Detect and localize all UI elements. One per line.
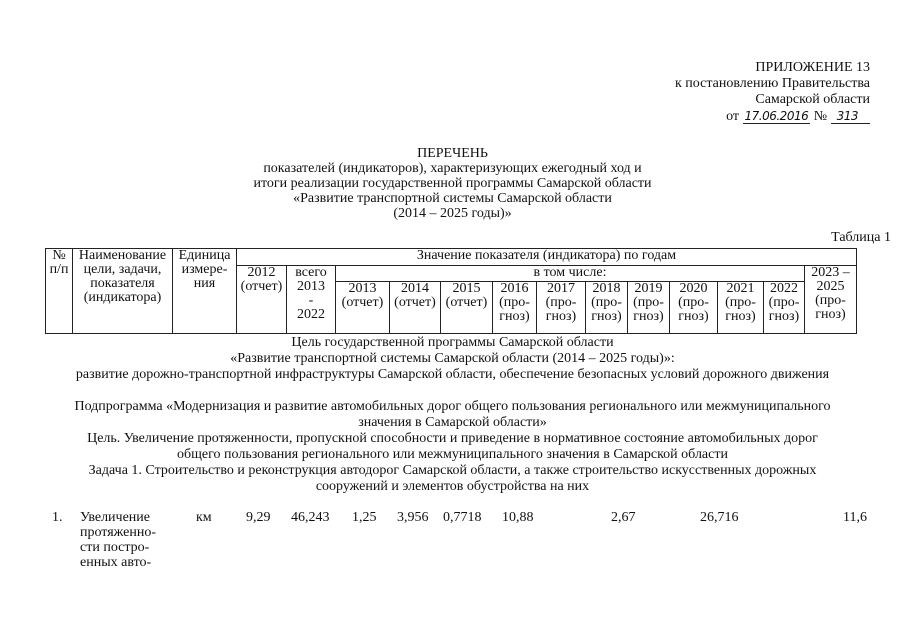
header-text: (про- <box>545 295 577 310</box>
header-text: гноз) <box>591 309 622 324</box>
goal-line: «Развитие транспортной системы Самарской области (2014 – 2025 годы)»: <box>230 351 675 366</box>
subprogram-line: значения в Самарской области» <box>358 415 547 430</box>
row-2015: 0,7718 <box>443 510 482 525</box>
title-line: (2014 – 2025 годы)» <box>393 206 512 221</box>
header-text: показателя <box>90 276 155 291</box>
appendix-line: к постановлению Правительства <box>674 76 870 91</box>
header-text: (отчет) <box>445 295 488 310</box>
sub-goal-line: общего пользования регионального или межмуниципального значения в Самарской области <box>177 447 728 462</box>
header-text: п/п <box>49 262 69 277</box>
header-text: Наименование <box>78 248 167 263</box>
row-total: 46,243 <box>291 510 330 525</box>
header-text: Единица <box>178 248 231 263</box>
handwritten-date: 17.06.2016 <box>744 109 809 123</box>
header-text: 2017 <box>547 281 575 296</box>
header-text: гноз) <box>545 309 577 324</box>
title-line: показателей (индикаторов), характеризующих ежегодный ход и <box>263 161 642 176</box>
header-text: 2021 <box>726 281 755 296</box>
row-name-line: протяженно- <box>80 525 157 540</box>
row-2018: 2,67 <box>611 510 636 525</box>
row-2012: 9,29 <box>246 510 271 525</box>
header-year-2018 <box>586 282 628 334</box>
subprogram-line: Подпрограмма «Модернизация и развитие автомобильных дорог общего пользования регионального или межмуниципального <box>74 399 831 414</box>
row-2016: 10,88 <box>502 510 534 525</box>
header-text: (про- <box>768 295 800 310</box>
goal-line: Цель государственной программы Самарской области <box>291 335 614 350</box>
handwritten-number: 313 <box>831 109 870 124</box>
row-unit: км <box>196 510 212 525</box>
header-text: (про- <box>633 295 664 310</box>
header-text: 2013 <box>297 279 325 294</box>
header-total <box>287 266 336 334</box>
header-year-2013 <box>336 282 390 334</box>
title-line: итоги реализации государственной программы Самарской области <box>253 176 652 191</box>
header-text: 2022 <box>770 281 798 296</box>
header-year-2016 <box>493 282 537 334</box>
header-text: ния <box>193 276 216 291</box>
header-text: 2013 <box>348 281 377 296</box>
row-name <box>80 510 156 570</box>
task-line: сооружений и элементов обустройства на них <box>315 479 590 494</box>
header-text: измере- <box>181 262 228 277</box>
header-text: 2014 <box>401 281 429 296</box>
header-including: в том числе: <box>336 266 805 282</box>
header-text: гноз) <box>678 309 709 324</box>
header-text: 2012 <box>247 265 276 280</box>
header-year-2015 <box>441 282 493 334</box>
header-text: 2020 <box>679 281 708 296</box>
number-prefix: № <box>813 109 828 124</box>
header-year-2017 <box>537 282 586 334</box>
row-2014: 3,956 <box>397 510 429 525</box>
header-text: № <box>52 248 66 263</box>
document-title <box>0 146 905 221</box>
appendix-date-row <box>640 108 870 125</box>
header-text: (отчет) <box>240 279 283 294</box>
header-text: 2022 <box>297 307 325 322</box>
header-year-2019 <box>628 282 670 334</box>
appendix-block <box>640 60 870 125</box>
header-2023 <box>805 266 857 334</box>
table-row <box>0 510 905 590</box>
header-text: (отчет) <box>341 295 384 310</box>
header-unit <box>173 249 237 334</box>
goal-line: развитие дорожно-транспортной инфраструктуры Самарской области, обеспечение безопасных условий дорожного движения <box>75 367 830 382</box>
title-line: «Развитие транспортной системы Самарской области <box>293 191 612 206</box>
header-text: 2016 <box>500 281 529 296</box>
header-year-2021 <box>718 282 764 334</box>
header-year-2014 <box>390 282 441 334</box>
row-2020: 26,716 <box>700 510 739 525</box>
header-name <box>73 249 173 334</box>
date-prefix: от <box>726 109 740 124</box>
header-text: (про- <box>678 295 709 310</box>
row-name-line: Увеличение <box>80 510 151 525</box>
header-text: 2025 <box>816 279 845 294</box>
row-2013: 1,25 <box>352 510 377 525</box>
indicators-table-header <box>45 248 857 334</box>
header-text: гноз) <box>499 309 530 324</box>
header-text: 2015 <box>452 281 481 296</box>
header-num <box>46 249 73 334</box>
spacer <box>0 383 905 399</box>
header-text: 2018 <box>592 281 621 296</box>
header-text: гноз) <box>815 307 846 322</box>
header-text: 2019 <box>634 281 663 296</box>
header-text: гноз) <box>725 309 756 324</box>
appendix-line: Самарской области <box>755 92 870 107</box>
header-text: (отчет) <box>394 295 436 310</box>
header-text: цели, задачи, <box>83 262 162 277</box>
row-num: 1. <box>52 510 63 525</box>
header-text: гноз) <box>633 309 664 324</box>
header-2012 <box>237 266 287 334</box>
header-text: всего <box>295 265 327 280</box>
header-text: 2023 – <box>811 265 850 280</box>
header-text: - <box>308 293 314 308</box>
appendix-title: ПРИЛОЖЕНИЕ 13 <box>755 60 870 75</box>
table-label: Таблица 1 <box>831 230 891 245</box>
task-line: Задача 1. Строительство и реконструкция автодорог Самарской области, а также строительство искусственных дорожных <box>88 463 817 478</box>
title-heading: ПЕРЕЧЕНЬ <box>417 146 488 161</box>
header-text: (про- <box>591 295 622 310</box>
row-name-line: сти постро- <box>80 540 150 555</box>
header-year-2020 <box>670 282 718 334</box>
header-text: гноз) <box>768 309 800 324</box>
header-values-title: Значение показателя (индикатора) по годам <box>237 249 857 266</box>
sub-goal-line: Цель. Увеличение протяженности, пропускной способности и приведение в нормативное состояние автомобильных дорог <box>87 431 818 446</box>
row-name-line: енных авто- <box>80 555 152 570</box>
row-2023: 11,6 <box>843 510 867 525</box>
header-text: (про- <box>499 295 530 310</box>
header-text: (индикатора) <box>83 290 162 305</box>
section-headings <box>0 335 905 495</box>
header-text: (про- <box>815 293 846 308</box>
header-year-2022 <box>764 282 805 334</box>
header-text: (про- <box>725 295 756 310</box>
